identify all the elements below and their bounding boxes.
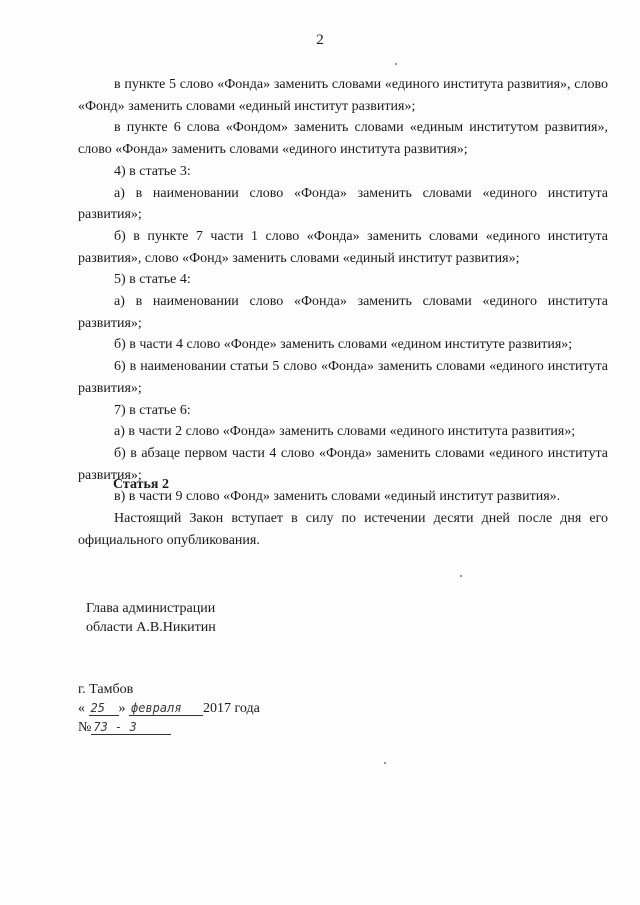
paragraph: 7) в статье 6: [114,402,191,418]
signature-block [86,599,216,637]
number-line [78,718,260,737]
date-month: февраля [129,701,203,716]
place-date-block [78,680,260,737]
paragraph: в пункте 6 слова «Фондом» заменить словами «единым институтом развития», слово «Фонда» заменить словами «единого института развития»; [78,120,608,158]
page-number: 2 [316,32,324,48]
scan-speck [384,762,386,764]
article-text: Настоящий Закон вступает в силу по истечении десяти дней после дня его официального опубликования. [78,511,608,548]
date-year: 2017 года [203,701,260,716]
paragraph: 5) в статье 4: [114,272,191,288]
signature-name: области А.В.Никитин [86,620,216,635]
paragraph: 4) в статье 3: [114,163,191,179]
paragraph: в) в части 9 слово «Фонд» заменить словами «единый институт развития». [114,489,561,505]
scan-speck [395,63,397,65]
city: г. Тамбов [78,682,134,697]
date-line [78,699,260,718]
number-prefix: № [78,720,92,735]
paragraph: а) в наименовании слово «Фонда» заменить словами «единого института развития»; [78,294,608,331]
paragraph: а) в части 2 слово «Фонда» заменить словами «единого института развития»; [114,424,576,440]
paragraph: б) в части 4 слово «Фонде» заменить словами «едином институте развития»; [114,337,573,353]
paragraph: а) в наименовании слово «Фонда» заменить словами «единого института развития»; [78,185,608,223]
signature-title: Глава администрации [86,601,216,616]
paragraph: 6) в наименовании статьи 5 слово «Фонда» заменить словами «единого института развития»; [78,359,608,396]
scan-speck [460,575,462,577]
paragraph: б) в пункте 7 части 1 слово «Фонда» заменить словами «единого института развития», слово «Фонд» заменить словами «единый институт развития»; [78,228,608,266]
paragraph: в пункте 5 слово «Фонда» заменить словами «единого института развития», слово «Фонд» заменить словами «единый институт развития»; [78,77,608,114]
date-close-quote: » [118,701,126,716]
paragraph: б) в абзаце первом части 4 слово «Фонда» заменить словами «единого института развития»; [78,445,608,483]
date-open-quote: « [78,701,85,716]
article-heading: Статья 2 [113,477,169,492]
number-value: 73 - 3 [91,720,171,735]
date-day: 25 [89,701,119,716]
amendments-list [78,74,608,508]
